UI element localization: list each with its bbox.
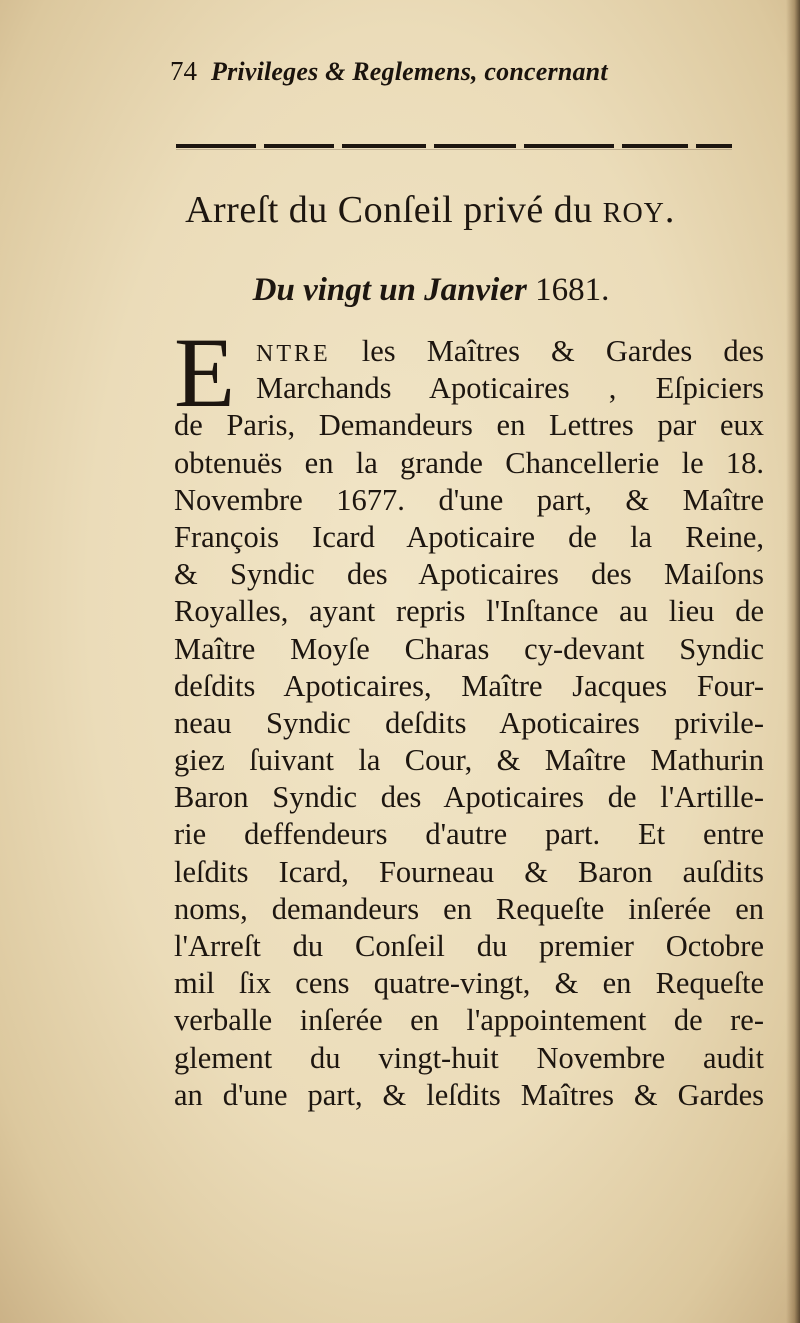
title-trail: . bbox=[664, 189, 675, 231]
first-word-smallcaps: NTRE bbox=[256, 341, 331, 367]
text-line: Marchands Apoticaires , Eſpiciers bbox=[256, 371, 764, 406]
text-line: obtenuës en la grande Chancellerie le 18. bbox=[174, 445, 764, 480]
text-line: Baron Syndic des Apoticaires de l'Artille- bbox=[174, 780, 764, 815]
decree-title bbox=[0, 188, 800, 232]
text-line: glement du vingt-huit Novembre audit bbox=[174, 1040, 764, 1075]
date-line bbox=[0, 272, 800, 309]
text-line: leſdits Icard, Fourneau & Baron auſdits bbox=[174, 854, 764, 889]
text-line: mil ſix cens quatre-vingt, & en Requeſte bbox=[174, 966, 764, 1001]
running-header bbox=[170, 56, 730, 96]
text-line: neau Syndic deſdits Apoticaires privile- bbox=[174, 705, 764, 740]
text-line: noms, demandeurs en Requeſte inſerée en bbox=[174, 891, 764, 926]
title-lead: Arreſt du Conſeil privé du bbox=[185, 189, 593, 231]
text-line: rie deffendeurs d'autre part. Et entre bbox=[174, 817, 764, 852]
decorative-rule bbox=[176, 141, 732, 153]
text-line: an d'une part, & leſdits Maîtres & Gardes bbox=[174, 1077, 764, 1112]
text-line: giez ſuivant la Cour, & Maître Mathurin bbox=[174, 743, 764, 778]
body-text bbox=[174, 317, 764, 1114]
text-line: Royalles, ayant repris l'Inſtance au lieu de bbox=[174, 594, 764, 629]
text-line: l'Arreſt du Conſeil du premier Octobre bbox=[174, 929, 764, 963]
date-italic: Du vingt un Janvier bbox=[252, 272, 527, 308]
text-line: NTRE les Maîtres & Gardes des bbox=[256, 334, 764, 368]
running-title: Privileges & Reglemens, concernant bbox=[211, 57, 608, 86]
text-line: & Syndic des Apoticaires des Maiſons bbox=[174, 557, 764, 592]
text-line: deſdits Apoticaires, Maître Jacques Four- bbox=[174, 668, 764, 703]
text-line: Novembre 1677. d'une part, & Maître bbox=[174, 482, 764, 517]
text-line: Maître Moyſe Charas cy-devant Syndic bbox=[174, 631, 764, 666]
page-number: 74 bbox=[170, 56, 197, 86]
text-line: de Paris, Demandeurs en Lettres par eux bbox=[174, 408, 764, 443]
drop-cap: E bbox=[174, 317, 236, 428]
text-line: François Icard Apoticaire de la Reine, bbox=[174, 519, 764, 554]
date-year: 1681. bbox=[535, 272, 610, 308]
text-line: verballe inſerée en l'appointement de re- bbox=[174, 1003, 764, 1038]
title-smallcaps: ROY bbox=[602, 198, 665, 229]
